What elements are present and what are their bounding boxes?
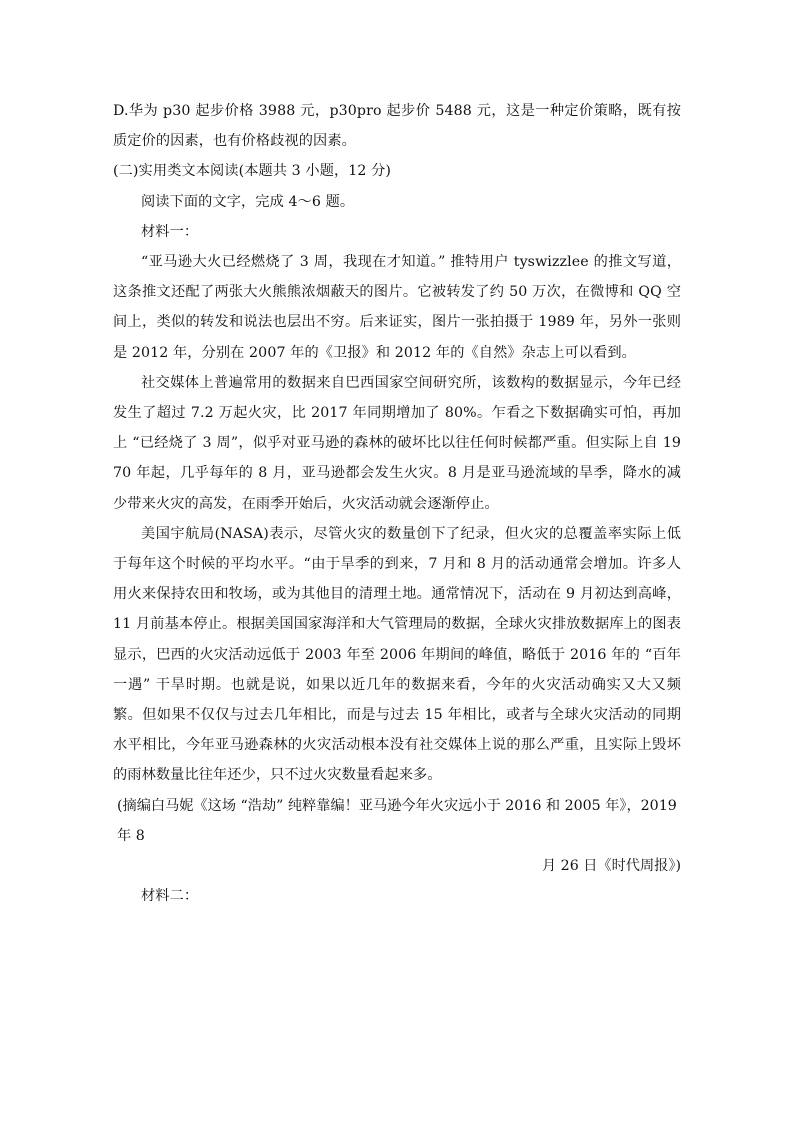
source-citation-line-2: 月 26 日《时代周报》) — [541, 858, 681, 875]
material-one-label: 材料一： — [141, 223, 199, 240]
reading-instruction: 阅读下面的文字，完成 4～6 题。 — [141, 193, 355, 210]
option-d-text: D.华为 p30 起步价格 3988 元，p30pro 起步价 5488 元，这是一种定价策略，既有按质定价的因素，也有价格歧视的因素。 — [113, 103, 681, 150]
paragraph-1: “亚马逊大火已经燃烧了 3 周，我现在才知道。” 推特用户 tyswizzlee 的推文写道，这条推文还配了两张大火熊熊浓烟蔽天的图片。它被转发了约 50 万次，在微博和 QQ 空间上，类似的转发和说法也层出不穷。后来证实，图片一张拍摄于 1989 年，另外一张则是 2012 年，分别在 2007 年的《卫报》和 2012 年的《自然》杂志上可以看到。 — [113, 254, 681, 361]
paragraph-3: 美国宇航局(NASA)表示，尽管火灾的数量创下了纪录，但火灾的总覆盖率实际上低于每年这个时候的平均水平。“由于旱季的到来，7 月和 8 月的活动通常会增加。许多人用火来保持农田和牧场，或为其他目的清理土地。通常情况下，活动在 9 月初达到高峰，11 月前基本停止。根据美国国家海洋和大气管理局的数据，全球火灾排放数据库上的图表显示，巴西的火灾活动远低于 2003 年至 2006 年期间的峰值，略低于 2016 年的 “百年一遇” 干旱时期。也就是说，如果以近几年的数据来看，今年的火灾活动确实又大又频繁。但如果不仅仅与过去几年相比，而是与过去 15 年相比，或者与全球火灾活动的同期水平相比，今年亚马逊森林的火灾活动根本没有社交媒体上说的那么严重，且实际上毁坏的雨林数量比往年还少，只不过火灾数量看起来多。 — [113, 525, 681, 784]
document-page — [113, 96, 681, 911]
source-citation-line-1: (摘编白马妮《这场 “浩劫” 纯粹靠编！亚马逊今年火灾远小于 2016 和 2005 年》，2019 年 8 — [117, 797, 677, 844]
material-two-label: 材料二： — [141, 888, 199, 905]
section-heading: (二)实用类文本阅读(本题共 3 小题，12 分) — [113, 163, 392, 180]
paragraph-2: 社交媒体上普遍常用的数据来自巴西国家空间研究所，该数构的数据显示，今年已经发生了超过 7.2 万起火灾，比 2017 年同期增加了 80%。乍看之下数据确实可怕，再加上 “已经烧了 3 周”，似乎对亚马逊的森林的破坏比以往任何时候都严重。但实际上自 1970 年起，几乎每年的 8 月，亚马逊都会发生火灾。8 月是亚马逊流域的旱季，降水的减少带来火灾的高发，在雨季开始后，火灾活动就会逐渐停止。 — [113, 374, 681, 512]
